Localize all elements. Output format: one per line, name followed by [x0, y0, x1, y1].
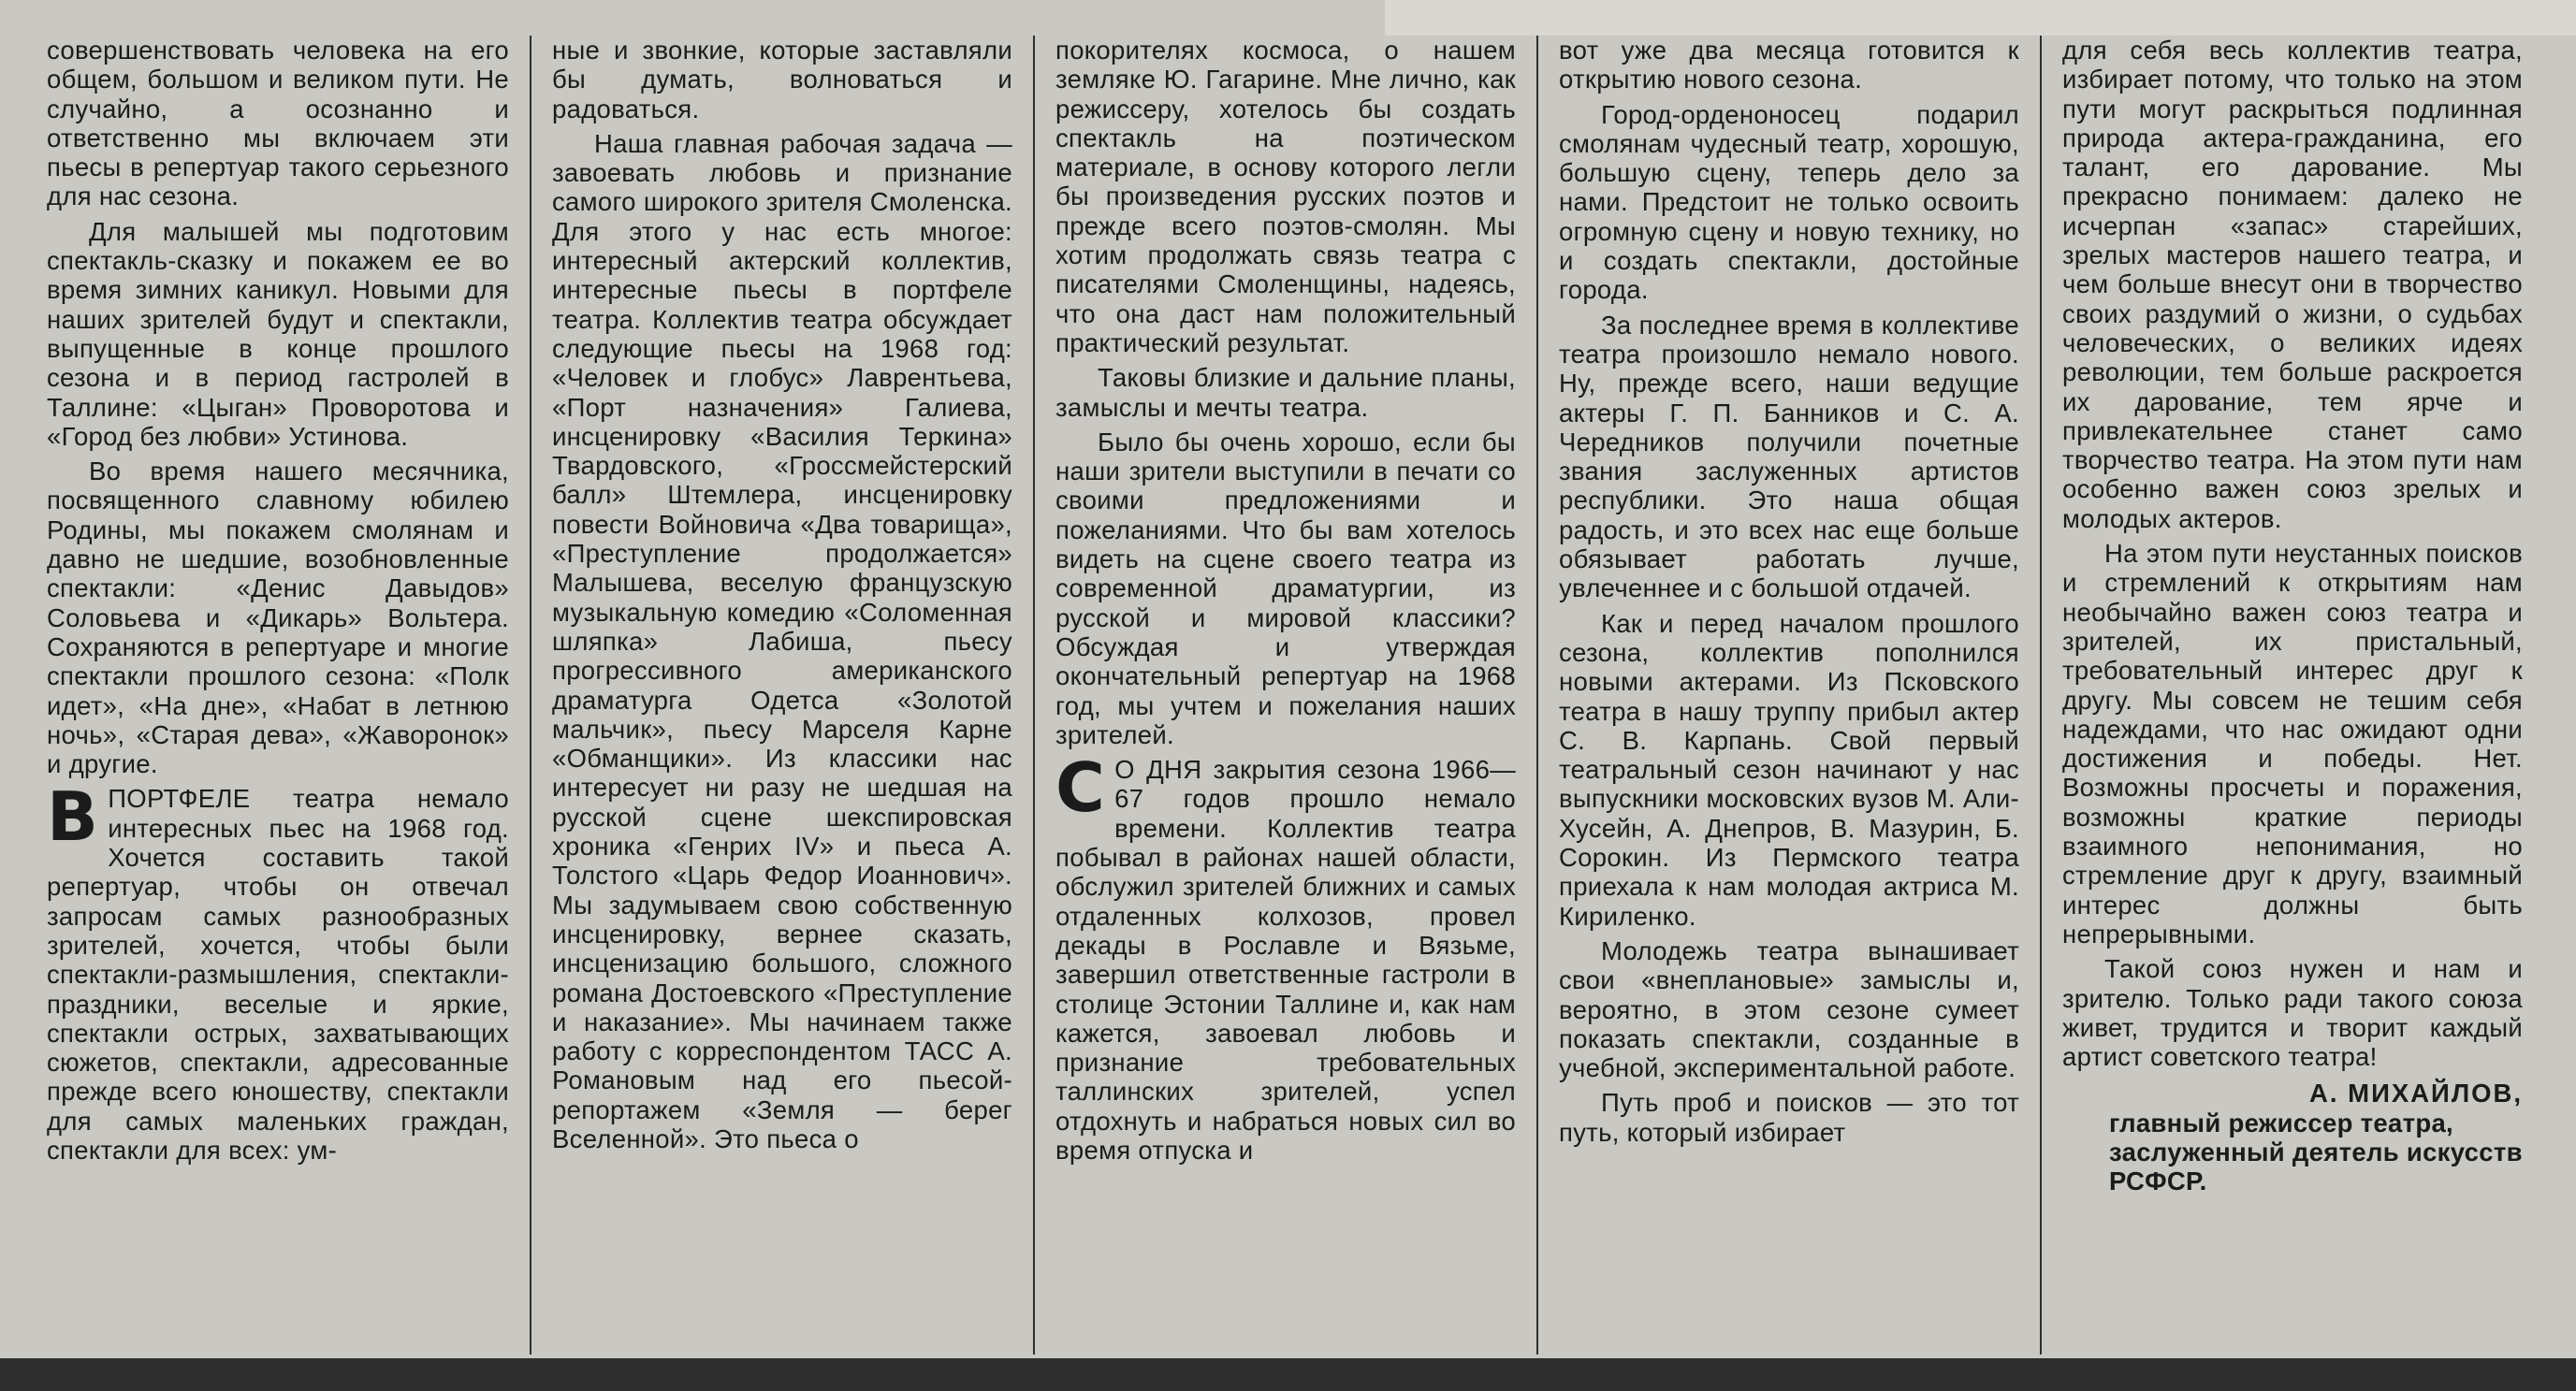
paragraph: для себя весь коллектив театра, избирает потому, что только на этом пути могут раскрыться подлинная природа актера-гражданина, его талант, его дарование. Мы прекрасно понимаем: далеко не исчерпан «запас» старейших, зрелых мастеров нашего театра, и чем больше внесут они в творчество своих раздумий о жизни, о судьбах человеческих, о великих идеях революции, тем больше раскроется их дарование, тем ярче и привлекательнее станет само творчество театра. На этом пути нам особенно важен союз зрелых и молодых актеров.	[2062, 36, 2523, 533]
paragraph: совершенствовать человека на его общем, большом и великом пути. Не случайно, а осознанно и ответственно мы включаем эти пьесы в репертуар такого серьезного для нас сезона.	[47, 36, 509, 211]
section-start-paragraph	[47, 777, 509, 1165]
paragraph: Наша главная рабочая задача — завоевать любовь и признание самого широкого зрителя Смоленска. Для этого у нас есть многое: интересный актерский коллектив, интересные пьесы в портфеле театра. Коллектив театра обсуждает следующие пьесы на 1968 год: «Человек и глобус» Лаврентьева, «Порт назначения» Галиева, инсценировку «Василия Теркина» Твардовского, «Гроссмейстерский балл» Штемлера, инсценировку повести Войновича «Два товарища», «Преступление продолжается» Малышева, веселую французскую музыкальную комедию «Соломенная шляпка» Лабиша, пьесу прогрессивного американского драматурга Одетса «Золотой мальчик», пьесу Марселя Карне «Обманщики». Из классики нас интересует ни разу не шедшая на русской сцене шекспировская хроника «Генрих IV» и пьеса А. Толстого «Царь Федор Иоаннович». Мы задумываем свою собственную инсценировку, вернее сказать, инсценизацию большого, сложного романа Достоевского «Преступление и наказание». Мы начинаем также работу с корреспондентом ТАСС А. Романовым над его пьесой-репортажем «Земля — берег Вселенной». Это пьеса о	[552, 128, 1012, 1153]
paragraph-text: О ДНЯ закрытия сезона 1966—67 годов прошло немало времени. Коллектив театра побывал в районах нашей области, обслужил зрителей ближних и самых отдаленных колхозов, провел декады в Рославле и Вязьме, завершил ответственные гастроли в столице Эстонии Таллине и, как нам кажется, завоевал любовь и признание требовательных таллинских зрителей, успел отдохнуть и набраться новых сил во время отпуска и	[1055, 755, 1516, 1165]
background-edge	[0, 1358, 2576, 1391]
drop-cap: С	[1055, 748, 1106, 828]
section-start-paragraph	[1055, 748, 1516, 1165]
paragraph: Такой союз нужен и нам и зрителю. Только ради такого союза живет, трудится и творит каждый артист советского театра!	[2062, 954, 2523, 1072]
author-role: главный режиссер театра, заслуженный деятель искусств РСФСР.	[2109, 1108, 2523, 1196]
drop-cap: В	[47, 777, 99, 857]
paragraph: Молодежь театра вынашивает свои «внеплановые» замыслы и, вероятно, в этом сезоне сумеет показать спектакли, созданные в учебной, экспериментальной работе.	[1559, 935, 2019, 1083]
column-2	[530, 36, 1033, 1355]
paragraph: Город-орденоносец подарил смолянам чудесный театр, хорошую, большую сцену, теперь дело за нами. Предстоит не только освоить огромную сцену и новую технику, но и создать спектакли, достойные города.	[1559, 99, 2019, 305]
article-body	[26, 36, 2543, 1355]
column-1	[26, 36, 530, 1355]
author-signature	[2062, 1079, 2523, 1195]
paragraph: Таковы близкие и дальние планы, замыслы и мечты театра.	[1055, 363, 1516, 422]
paragraph: Во время нашего месячника, посвященного славному юбилею Родины, мы покажем смолянам и давно не шедшие, возобновленные спектакли: «Денис Давыдов» Соловьева и «Дикарь» Вольтера. Сохраняются в репертуаре и многие спектакли прошлого сезона: «Полк идет», «На дне», «Набат в летнюю ночь», «Старая дева», «Жаворонок» и другие.	[47, 456, 509, 779]
paragraph: На этом пути неустанных поисков и стремлений к открытиям нам необычайно важен союз театра и зрителей, их пристальный, требовательный интерес друг к другу. Мы совсем не тешим себя надеждами, что нас ожидают одни достижения и победы. Нет. Возможны просчеты и поражения, возможны краткие периоды взаимного непонимания, но стремление друг к другу, взаимный интерес должны быть непрерывными.	[2062, 539, 2523, 949]
paragraph: Как и перед началом прошлого сезона, коллектив пополнился новыми актерами. Из Псковского театра в нашу труппу прибыл актер С. В. Карпань. Свой первый театральный сезон начинают у нас выпускники московских вузов М. Али-Хусейн, А. Днепров, В. Мазурин, Б. Сорокин. Из Пермского театра приехала к нам молодая актриса М. Кириленко.	[1559, 608, 2019, 931]
paragraph: ные и звонкие, которые заставляли бы думать, волноваться и радоваться.	[552, 36, 1012, 123]
column-4	[1536, 36, 2040, 1355]
paragraph: Было бы очень хорошо, если бы наши зрители выступили в печати со своими предложениями и пожеланиями. Что бы вам хотелось видеть на сцене своего театра из современной драматургии, из русской и мировой классики? Обсуждая и утверждая окончательный репертуар на 1968 год, мы учтем и пожелания наших зрителей.	[1055, 427, 1516, 749]
paragraph-text: ПОРТФЕЛЕ театра немало интересных пьес на 1968 год. Хочется составить такой репертуар, чтобы он отвечал запросам самых разнообразных зрителей, хочется, чтобы были спектакли-размышления, спектакли-праздники, веселые и яркие, спектакли острых, захватывающих сюжетов, спектакли, адресованные прежде всего юношеству, спектакли для самых маленьких граждан, спектакли для всех: ум-	[47, 784, 509, 1165]
paragraph: Для малышей мы подготовим спектакль-сказку и покажем ее во время зимних каникул. Новыми для наших зрителей будут и спектакли, выпущенные в конце прошлого сезона и в период гастролей в Таллине: «Цыган» Проворотова и «Город без любви» Устинова.	[47, 216, 509, 451]
paragraph: покорителях космоса, о нашем земляке Ю. Гагарине. Мне лично, как режиссеру, хотелось бы создать спектакль на поэтическом материале, в основу которого легли бы произведения русских поэтов и прежде всего поэтов-смолян. Мы хотим продолжать связь театра с писателями Смоленщины, надеясь, что она даст нам положительный практический результат.	[1055, 36, 1516, 357]
adjacent-paper-scrap	[1385, 0, 2576, 36]
paragraph: вот уже два месяца готовится к открытию нового сезона.	[1559, 36, 2019, 94]
column-5	[2040, 36, 2543, 1355]
column-3	[1033, 36, 1536, 1355]
author-name: А. МИХАЙЛОВ,	[2309, 1079, 2523, 1108]
paragraph: За последнее время в коллективе театра произошло немало нового. Ну, прежде всего, наши ведущие актеры Г. П. Банников и С. А. Чередников получили почетные звания заслуженных артистов республики. Это наша общая радость, и это всех нас еще больше обязывает работать лучше, увлеченнее и с большой отдачей.	[1559, 310, 2019, 603]
paragraph: Путь проб и поисков — это тот путь, который избирает	[1559, 1088, 2019, 1147]
